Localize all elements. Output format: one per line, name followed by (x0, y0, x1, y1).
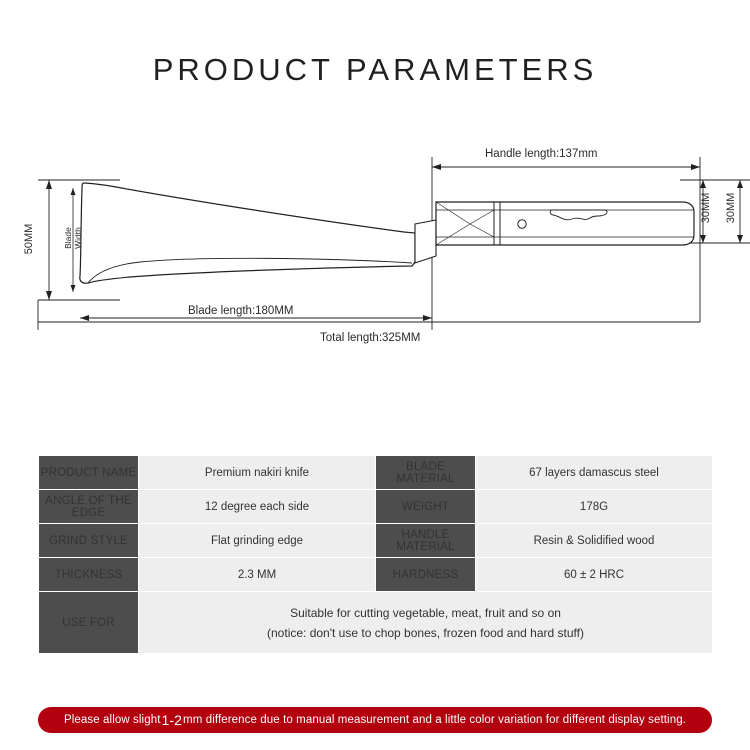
spec-key-hardness: HARDNESS (376, 558, 476, 592)
spec-value-blade-material: 67 layers damascus steel (476, 456, 713, 490)
handle-length-label: Handle length:137mm (485, 148, 598, 160)
spec-value-thickness: 2.3 MM (139, 558, 376, 592)
spec-key-handle-material: HANDLE MATERIAL (376, 524, 476, 558)
table-row-use-for (39, 592, 713, 654)
table-row (39, 558, 713, 592)
knife-dimension-diagram (0, 140, 750, 370)
right-height-label-2: 30MM (725, 192, 737, 224)
spec-key-angle-of-the-edge: ANGLE OF THE EDGE (39, 490, 139, 524)
spec-value-handle-material: Resin & Solidified wood (476, 524, 713, 558)
blade-width-line1: Blade (63, 227, 73, 249)
table-row (39, 524, 713, 558)
blade-length-label: Blade length:180MM (188, 305, 294, 317)
spec-table (38, 455, 713, 654)
spec-key-product-name: PRODUCT NAME (39, 456, 139, 490)
use-for-line-2: (notice: don't use to chop bones, frozen food and hard stuff) (267, 625, 584, 640)
total-length-label: Total length:325MM (320, 332, 421, 344)
notice-text-before: Please allow slight (63, 714, 161, 726)
spec-value-product-name: Premium nakiri knife (139, 456, 376, 490)
notice-range: 1-2 (161, 712, 183, 728)
spec-key-blade-material: BLADE MATERIAL (376, 456, 476, 490)
right-height-label-1: 30MM (700, 192, 712, 224)
spec-value-weight: 178G (476, 490, 713, 524)
page-title: PRODUCT PARAMETERS (152, 52, 598, 87)
spec-key-grind-style: GRIND STYLE (39, 524, 139, 558)
use-for-line-1: Suitable for cutting vegetable, meat, fruit and so on (290, 605, 561, 620)
measurement-notice-banner (38, 707, 712, 733)
table-row (39, 490, 713, 524)
notice-text-after: mm difference due to manual measurement and a little color variation for different display setting. (183, 714, 687, 726)
blade-width-label (63, 215, 83, 261)
spec-table-wrapper (38, 455, 712, 654)
table-row (39, 456, 713, 490)
spec-value-use-for (139, 592, 713, 654)
spec-key-thickness: THICKNESS (39, 558, 139, 592)
blade-width-line2: Width (73, 227, 83, 249)
spec-value-angle-of-the-edge: 12 degree each side (139, 490, 376, 524)
spec-key-weight: WEIGHT (376, 490, 476, 524)
spec-value-hardness: 60 ± 2 HRC (476, 558, 713, 592)
spec-value-grind-style: Flat grinding edge (139, 524, 376, 558)
spec-key-use-for: USE FOR (39, 592, 139, 654)
left-height-label: 50MM (23, 223, 35, 255)
